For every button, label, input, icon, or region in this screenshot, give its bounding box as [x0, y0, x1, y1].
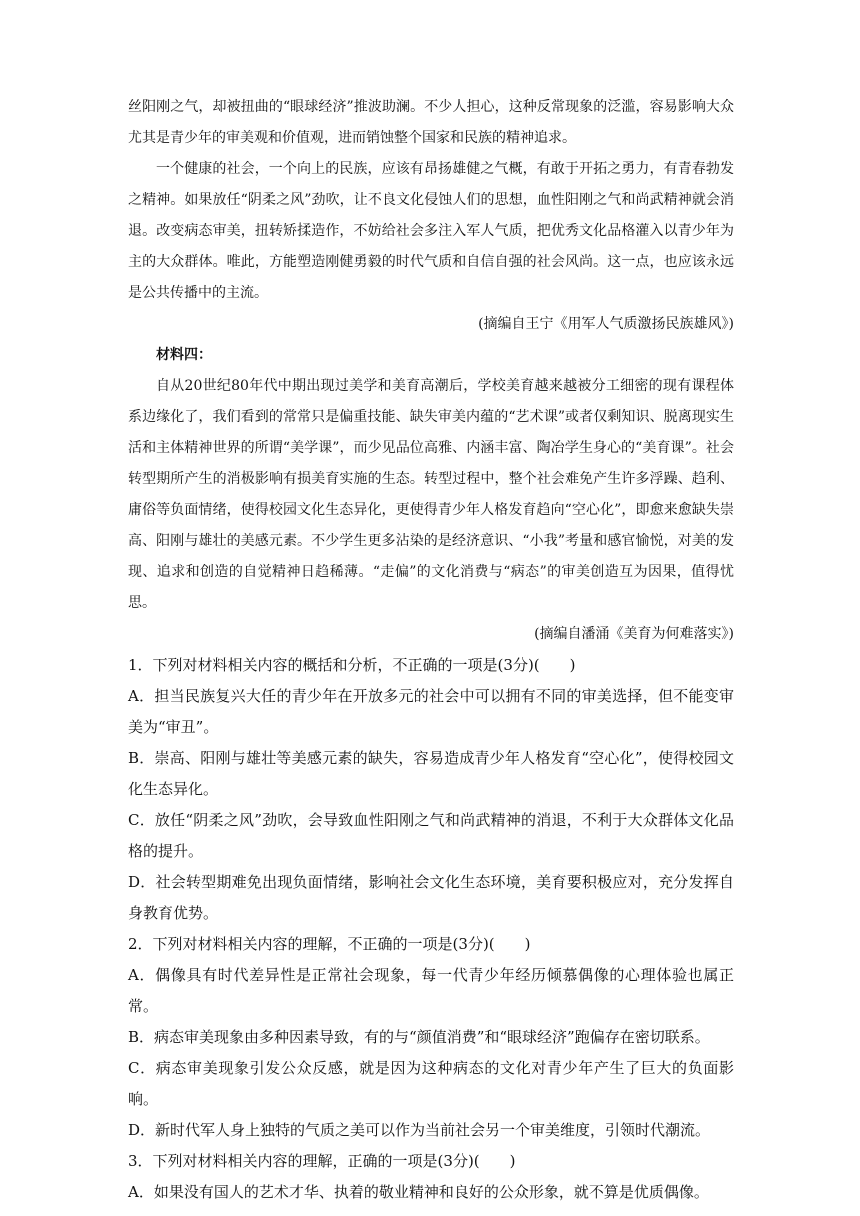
- document-page: [128, 92, 734, 1208]
- material3-paragraph-2: 一个健康的社会，一个向上的民族，应该有昂扬雄健之气概，有敢于开拓之勇力，有青春勃发之精神。如果放任“阴柔之风”劲吹，让不良文化侵蚀人们的思想，血性阳刚之气和尚武精神就会消退。改变病态审美，扭转矫揉造作，不妨给社会多注入军人气质，把优秀文化品格灌入以青少年为主的大众群体。唯此，方能塑造刚健勇毅的时代气质和自信自强的社会风尚。这一点，也应该永远是公共传播中的主流。: [128, 161, 734, 301]
- question-2-stem: 2．下列对材料相关内容的理解，不正确的一项是(3分)( ): [128, 935, 531, 953]
- question-1-option-b: B．崇高、阳刚与雄壮等美感元素的缺失，容易造成青少年人格发育“空心化”，使得校园文化生态异化。: [128, 749, 734, 798]
- question-2: [128, 929, 734, 1146]
- question-2-option-d: D．新时代军人身上独特的气质之美可以作为当前社会另一个审美维度，引领时代潮流。: [128, 1121, 711, 1139]
- material4-source: (摘编自潘涌《美育为何难落实》): [534, 626, 734, 642]
- question-1-option-d: D．社会转型期难免出现负面情绪，影响社会文化生态环境，美育要积极应对，充分发挥自身教育优势。: [128, 873, 734, 922]
- question-1-option-c: C．放任“阴柔之风”劲吹，会导致血性阳刚之气和尚武精神的消退，不利于大众群体文化品格的提升。: [128, 811, 734, 860]
- question-3-option-a: A．如果没有国人的艺术才华、执着的敬业精神和良好的公众形象，就不算是优质偶像。: [128, 1183, 709, 1201]
- question-1-option-a: A．担当民族复兴大任的青少年在开放多元的社会中可以拥有不同的审美选择，但不能变审美为“审丑”。: [128, 687, 734, 736]
- question-2-option-c: C．病态审美现象引发公众反感，就是因为这种病态的文化对青少年产生了巨大的负面影响。: [128, 1059, 734, 1108]
- question-1-stem: 1．下列对材料相关内容的概括和分析，不正确的一项是(3分)( ): [128, 656, 576, 674]
- material4-paragraph: 自从20世纪80年代中期出现过美学和美育高潮后，学校美育越来越被分工细密的现有课程体系边缘化了，我们看到的常常只是偏重技能、缺失审美内蕴的“艺术课”或者仅剩知识、脱离现实生活和主体精神世界的所谓“美学课”，而少见品位高雅、内涵丰富、陶冶学生身心的“美育课”。社会转型期所产生的消极影响有损美育实施的生态。转型过程中，整个社会难免产生许多浮躁、趋利、庸俗等负面情绪，使得校园文化生态异化，更使得青少年人格发育趋向“空心化”，即愈来愈缺失崇高、阳刚与雄壮的美感元素。不少学生更多沾染的是经济意识、“小我”考量和感官愉悦，对美的发现、追求和创造的自觉精神日趋稀薄。“走偏”的文化消费与“病态”的审美创造互为因果，值得忧思。: [128, 378, 734, 611]
- question-2-option-b: B．病态审美现象由多种因素导致，有的与“颜值消费”和“眼球经济”跑偏存在密切联系。: [128, 1028, 710, 1046]
- question-3: [128, 1146, 734, 1208]
- question-1: [128, 650, 734, 929]
- question-2-option-a: A．偶像具有时代差异性是正常社会现象，每一代青少年经历倾慕偶像的心理体验也属正常。: [128, 966, 734, 1015]
- material3-paragraph-1: 丝阳刚之气，却被扭曲的“眼球经济”推波助澜。不少人担心，这种反常现象的泛滥，容易影响大众尤其是青少年的审美观和价值观，进而销蚀整个国家和民族的精神追求。: [128, 99, 734, 146]
- material3-source: (摘编自王宁《用军人气质激扬民族雄风》): [478, 316, 734, 332]
- question-3-stem: 3．下列对材料相关内容的理解，正确的一项是(3分)( ): [128, 1152, 516, 1170]
- material4-heading: 材料四：: [156, 347, 212, 363]
